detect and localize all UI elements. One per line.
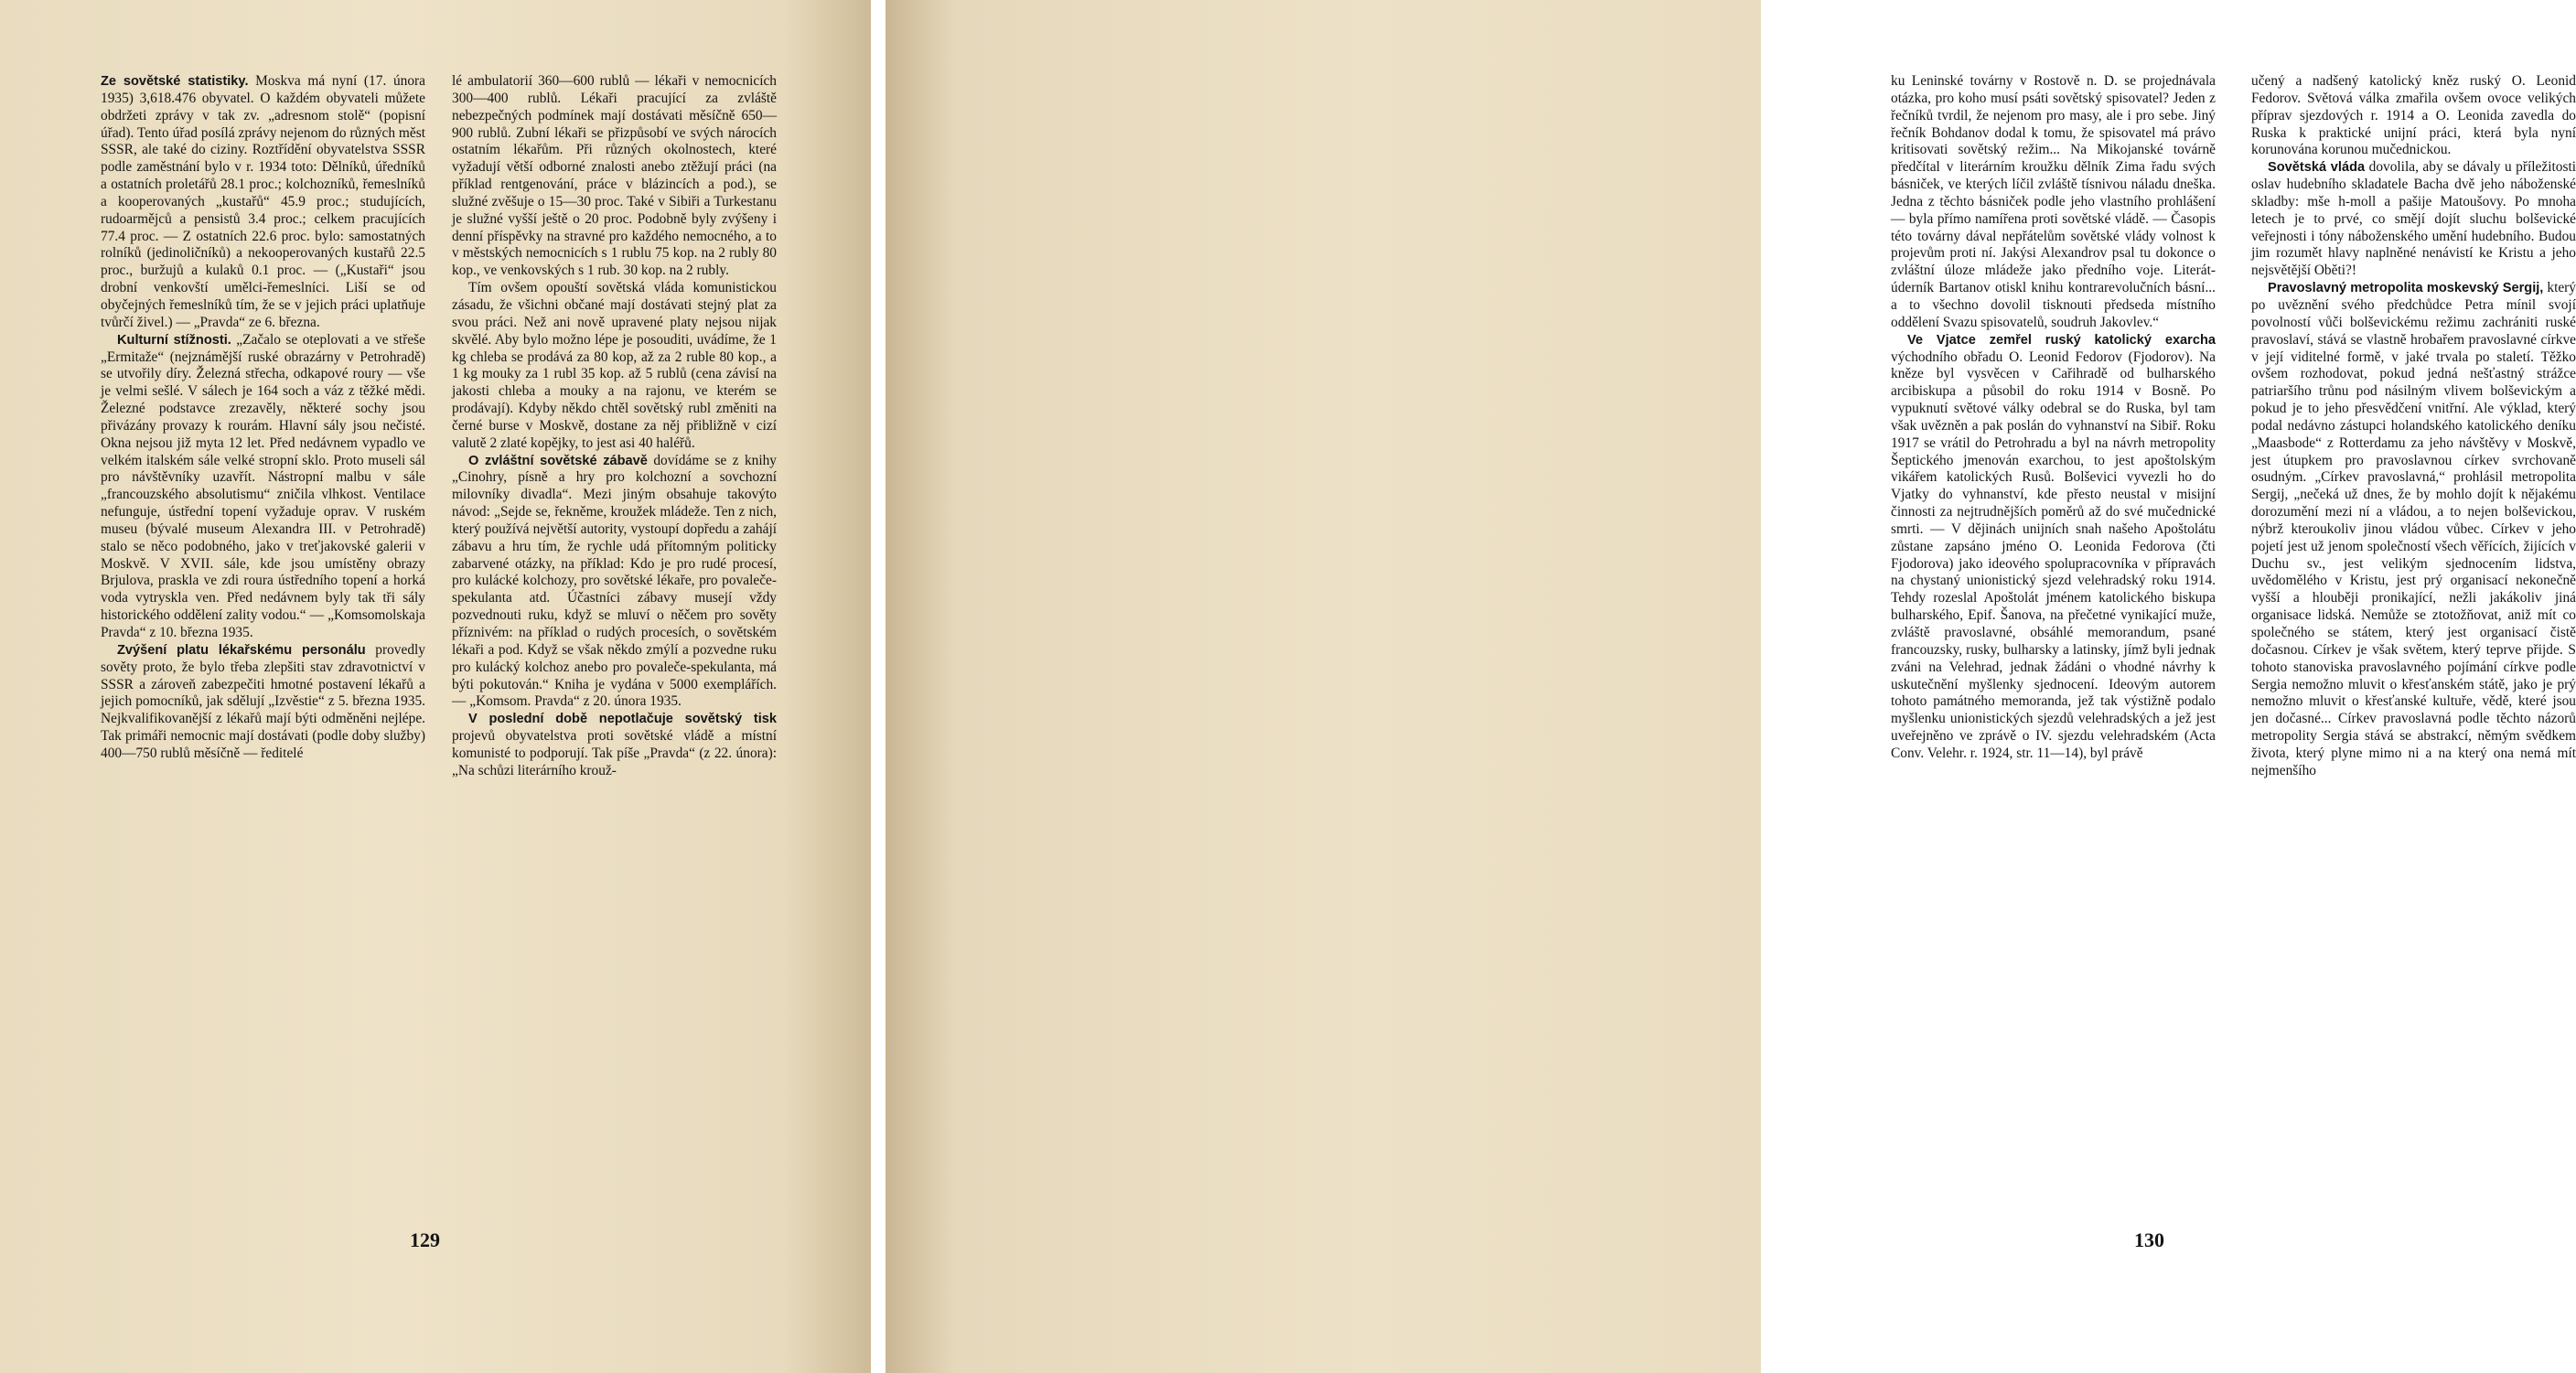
paragraph-text: dovídáme se z knihy „Cinohry, písně a hry pro kolchozní a sovchozní milovníky divadla“. Mezi jiným obsahuje takovýto návod: „Sejde se, řekněme, kroužek mládeže. Ten z nich, který používá největší autority, vystoupí dopředu a zahájí zábavu a hru tím, že rychle udá přítomným politicky zabarvené otázky, na příklad: Kdo je pro rudé procesí, pro kulácké kolchozy, pro sovětské lékaře, pro povaleče-spekulanta atd. Účastníci zábavy musejí vždy pozvednouti ruku, když se mluví o něčem pro sověty příznivém: na příklad o rudých procesích, o sovětském lékaři a pod. Když se však někdo zmýlí a pozvedne ruku pro kulácký kolchoz anebo pro povaleče-spekulanta, má býti pokutován.“ Kniha je vydána v 5000 exemplářích. — „Komsom. Pravda“ z 20. února 1935.: [452, 452, 777, 710]
paragraph: [101, 332, 425, 642]
paragraph: [101, 73, 425, 332]
page-number-left: 129: [410, 1228, 440, 1251]
paragraph: [452, 711, 777, 779]
column-right-1: [1891, 73, 2216, 1162]
paragraph-lead: Zvýšení platu lékařskému personálu: [117, 642, 366, 658]
column-left-1: [101, 73, 425, 1162]
paragraph-text: ku Leninské továrny v Rostově n. D. se projednávala otázka, pro koho musí psáti sovětský spisovatel? Jeden z řečníků tvrdil, že nejenom pro masy, ale i pro sebe. Jiný řečník Bohdanov dodal k tomu, že spisovatel má právo kritisovati sovětský režim... Na Mikojanské továrně předčítal v literárním kroužku dělník Zima řadu svých básniček, ve kterých líčil zvláště tísnivou náladu dneška. Jedna z těchto básniček podle jeho vlastního prohlášení — byla přímo namířena proti sovětské vládě. — Časopis této továrny dával nepřátelům sovětské vlády volnost k projevům proti ní. Jakýsi Alexandrov psal tu dokonce o zvláštní úloze mládeže jako předního voje. Literát-úderník Bartanov otiskl knihu kontrarevolučních básní... a to všechno dovolil tisknouti předseda místního oddělení Svazu spisovatelů, soudruh Jakovlev.“: [1891, 73, 2216, 330]
paragraph-lead: Kulturní stížnosti.: [117, 332, 231, 348]
paragraph-lead: O zvláštní sovětské zábavě: [468, 453, 648, 468]
paragraph-text: který po uvěznění svého předchůdce Petra mínil svojí povolností vůči bolševickému režimu zachrániti ruské pravoslaví, stává se vlastně hrobařem pravoslavné církve v její viditelné formě, v jaké trvala po staletí. Těžko ovšem rozhodovat, pokud jedná nešťastný strážce patriaršího trůnu pod násilným vlivem bolševickým a pokud je to jeho přesvědčení vnitřní. Ale výklad, který podal nedávno zástupci holandského katolického deníku „Maasbode“ z Rotterdamu za jeho návštěvy v Moskvě, jest útupkem pro pravoslavnou církev svrchovaně osudným. „Církev pravoslavná,“ prohlásil metropolita Sergij, „nečeká už dnes, že by mohlo dojít k nějakému dorozumění mezi ní a vládou, a to nejen bolševickou, nýbrž kteroukoliv jinou vládou vůbec. Církev v jeho pojetí jest už jenom společností všech věřících, žijících v Duchu sv., jest velikým sjednocením lidstva, uvědomělého v Kristu, jest prý organisací nekonečně vyšší a hlouběji pronikající, nežli jakákoliv jiná organisace lidská. Nemůže se ztotožňovat, aniž mít co společného se státem, který jest organisací čistě dočasnou. Církev je však světem, který teprve přijde. S tohoto stanoviska pravoslavného pojímání církve podle Sergia nemožno mluvit o křesťanském státě, jako je prý nemožno mluvit o křesťanské kultuře, vědě, které jsou jen dočasné... Církev pravoslavná podle těchto názorů metropolity Sergia stává se abstrakcí, němým svědkem života, který plyne mimo ni a na který ona nemá mít nejmenšího: [2251, 280, 2576, 778]
paragraph-text: projevů obyvatelstva proti sovětské vládě a místní komunisté to podporují. Tak píše „Pravda“ (z 22. února): „Na schůzi literárního krouž-: [452, 728, 777, 778]
paragraph: [1891, 332, 2216, 763]
paragraph: [452, 453, 777, 712]
paragraph-text: „Začalo se oteplovati a ve střeše „Ermitaže“ (nejznámější ruské obrazárny v Petrohradě) se utvořily díry. Železná střecha, odkapové roury — vše je velmi sešlé. V sálech je 164 soch a váz z těžké mědi. Železné podstavce zrezavěly, některé sochy jsou přivázány provazy k rourám. Hlavní sály jsou nečisté. Okna nejsou již myta 12 let. Před nedávnem vypadlo ve velkém italském sále velké stropní sklo. Proto museli sál pro návštěvníky uzavřít. Nástropní malbu v sále „francouzského absolutismu“ zničila vlhkost. Ventilace nefunguje, ústřední topení vyžaduje oprav. V ruském museu (bývalé museum Alexandra III. v Petrohradě) stalo se něco podobného, jako v treťjakovské galerii v Moskvě. V XVII. sále, kde jsou umístěny obrazy Brjulova, praskla ve zdi roura ústředního topení a horká voda vytryskla ven. Před nedávnem byly tak tři sály historického oddělení zality vodou.“ — „Komsomolskaja Pravda“ z 10. března 1935.: [101, 331, 425, 640]
paragraph: [1891, 73, 2216, 332]
paragraph-lead: Ve Vjatce zemřel ruský katolický exarcha: [1907, 332, 2216, 348]
paragraph-text: provedly sověty proto, že bylo třeba zlepšiti stav zdravotnictví v SSSR a zároveň zabezpečiti hmotné postavení lékařů a jejich pomocníků, jak sdělují „Izvěstie“ z 5. března 1935. Nejkvalifikovanější z lékařů mají býti odměněni nejlépe. Tak primáři nemocnic mají dostávati (podle doby služby) 400—750 rublů měsíčně — ředitelé: [101, 641, 425, 761]
paragraph: [452, 73, 777, 280]
paragraph: [452, 280, 777, 452]
paragraph-text: východního obřadu O. Leonid Fedorov (Fjodorov). Na kněze byl vysvěcen v Cařihradě od bulharského arcibiskupa a působil do roku 1914 v Bosně. Po vypuknutí světové války odebral se do Ruska, byl tam však uvězněn a pak poslán do vyhnanství na Sibiř. Roku 1917 se vrátil do Petrohradu a byl na návrh metropolity Šeptického jmenován exarchou, to jest apoštolským vikářem katolických Rusů. Bolševici vyvezli ho do Vjatky do vyhnanství, kde přesto neustal v misijní činnosti za nejtrudnějších poměrů až do své mučednické smrti. — V dějinách unijních snah našeho Apoštolátu zůstane zapsáno jméno O. Leonida Fedorova (čti Fjodorova) jako ideového spolupracovníka v přípravách na chystaný unionistický sjezd velehradský roku 1914. Tehdy rozeslal Apoštolát jménem katolického biskupa bulharského, Epif. Šanova, na přečetné vynikající muže, zvláště pravoslavné, obsáhlé memorandum, psané francouzsky, rusky, bulharsky a latinsky, jímž byli jednak zváni na Velehrad, jednak žádáni o vhodné návrhy k uskutečnění myšlenky sjednocení. Ideovým autorem tohoto památného memoranda, jež tak výstižně podalo myšlenku unionistických sjezdů velehradských a jež jest uveřejněno ve zprávě o IV. sjezdu velehradském (Acta Conv. Velehr. r. 1924, str. 11—14), byl právě: [1891, 349, 2216, 761]
paragraph: [2251, 159, 2576, 280]
paragraph-lead: Sovětská vláda: [2268, 160, 2366, 176]
paragraph-text: Tím ovšem opouští sovětská vláda komunistickou zásadu, že všichni občané mají dostávati stejný plat za svou práci. Než ani nově upravené platy nejsou nijak skvělé. Aby bylo možno lépe je posouditi, uvádíme, že 1 kg chleba se prodává za 80 kop, až za 2 ruble 80 kop., a 1 kg mouky za 1 rubl 35 kop. až 5 rublů (cena závisí na jakosti chleba a mouky a na rajonu, ve kterém se prodávají). Kdyby někdo chtěl sovětský rubl změniti na černé burse v Moskvě, dostane za něj přibližně v cizí valutě 2 zlaté kopějky, to jest asi 40 haléřů.: [452, 280, 777, 451]
column-right-2: [2251, 73, 2576, 1162]
paragraph: [2251, 280, 2576, 779]
paragraph: [101, 642, 425, 763]
paragraph: [2251, 73, 2576, 159]
paragraph-lead: Ze sovětské statistiky.: [101, 74, 249, 89]
page-gutter: [871, 0, 886, 1373]
paragraph-text: učený a nadšený katolický kněz ruský O. Leonid Fedorov. Světová válka zmařila ovšem ovoce velikých příprav sjezdových r. 1914 a O. Leonida zavedla do Ruska k praktické unijní práci, která byla nyní korunována korunou mučednickou.: [2251, 73, 2576, 158]
paragraph-lead: Pravoslavný metropolita moskevský Sergij,: [2268, 281, 2544, 296]
page-right: [886, 0, 2576, 1373]
column-left-2: [452, 73, 777, 1162]
paragraph-text: lé ambulatorií 360—600 rublů — lékaři v nemocnicích 300—400 rublů. Lékaři pracující za zvláště nebezpečných podmínek mají dostávati měsíčně 650—900 rublů. Zubní lékaři se přizpůsobí ve svých nárocích ostatním lékařům. Při různých okolnostech, které vyžadují větší odborné znalosti anebo ztěžují práci (na příklad rentgenování, práce v blázincích a pod.), se služné zvěšuje o 15—30 proc. Také v Sibiři a Turkestanu je služné vyšší ještě o 20 proc. Podobně byly zvýšeny i denní příspěvky na stravné pro každého nemocného, a to v městských nemocnicích s 1 rublu 75 kop. na 2 rubly 80 kop., ve venkovských s 1 rub. 30 kop. na 2 rubly.: [452, 73, 777, 279]
paragraph-text: Moskva má nyní (17. února 1935) 3,618.476 obyvatel. O každém obyvateli můžete obdržeti zprávy v tak zv. „adresnom stolě“ (popisní úřad). Tento úřad posílá zprávy nejenom do různých měst SSSR, ale také do ciziny. Roztřídění obyvatelstva SSSR podle zaměstnání bylo v r. 1934 toto: Dělníků, úředníků a ostatních proletářů 28.1 proc.; kolchozníků, řemeslníků a kooperovaných „kustařů“ 45.9 proc.; studujících, rudoarmějců a pensistů 3.4 proc.; celkem pracujících 77.4 proc. — Z ostatních 22.6 proc. bylo: samostatných rolníků (jedinoličníků) a nekooperovaných kustařů 22.5 proc., buržujů a kulaků 0.1 proc. — („Kustaři“ jsou drobní venkovští umělci-řemeslníci. Liší se od obyčejných řemeslníků tím, že se v jejich práci uplatňuje tvůrčí živel.) — „Pravda“ ze 6. března.: [101, 73, 425, 330]
page-number-right: 130: [2134, 1228, 2164, 1251]
page-left: [0, 0, 871, 1373]
paragraph-text: dovolila, aby se dávaly u příležitosti oslav hudebního skladatele Bacha dvě jeho náboženské skladby: mše h-moll a pašije Matoušovy. Po mnoha letech je to prvé, co smějí dojít sluchu bolševické veřejnosti i tóny náboženského umění hudebního. Budou jim rozumět hlavy naplněné nenávistí ke Kristu a jeho nejsvětější Oběti?!: [2251, 159, 2576, 279]
paragraph-lead: V poslední době nepotlačuje sovětský tisk: [468, 712, 777, 727]
